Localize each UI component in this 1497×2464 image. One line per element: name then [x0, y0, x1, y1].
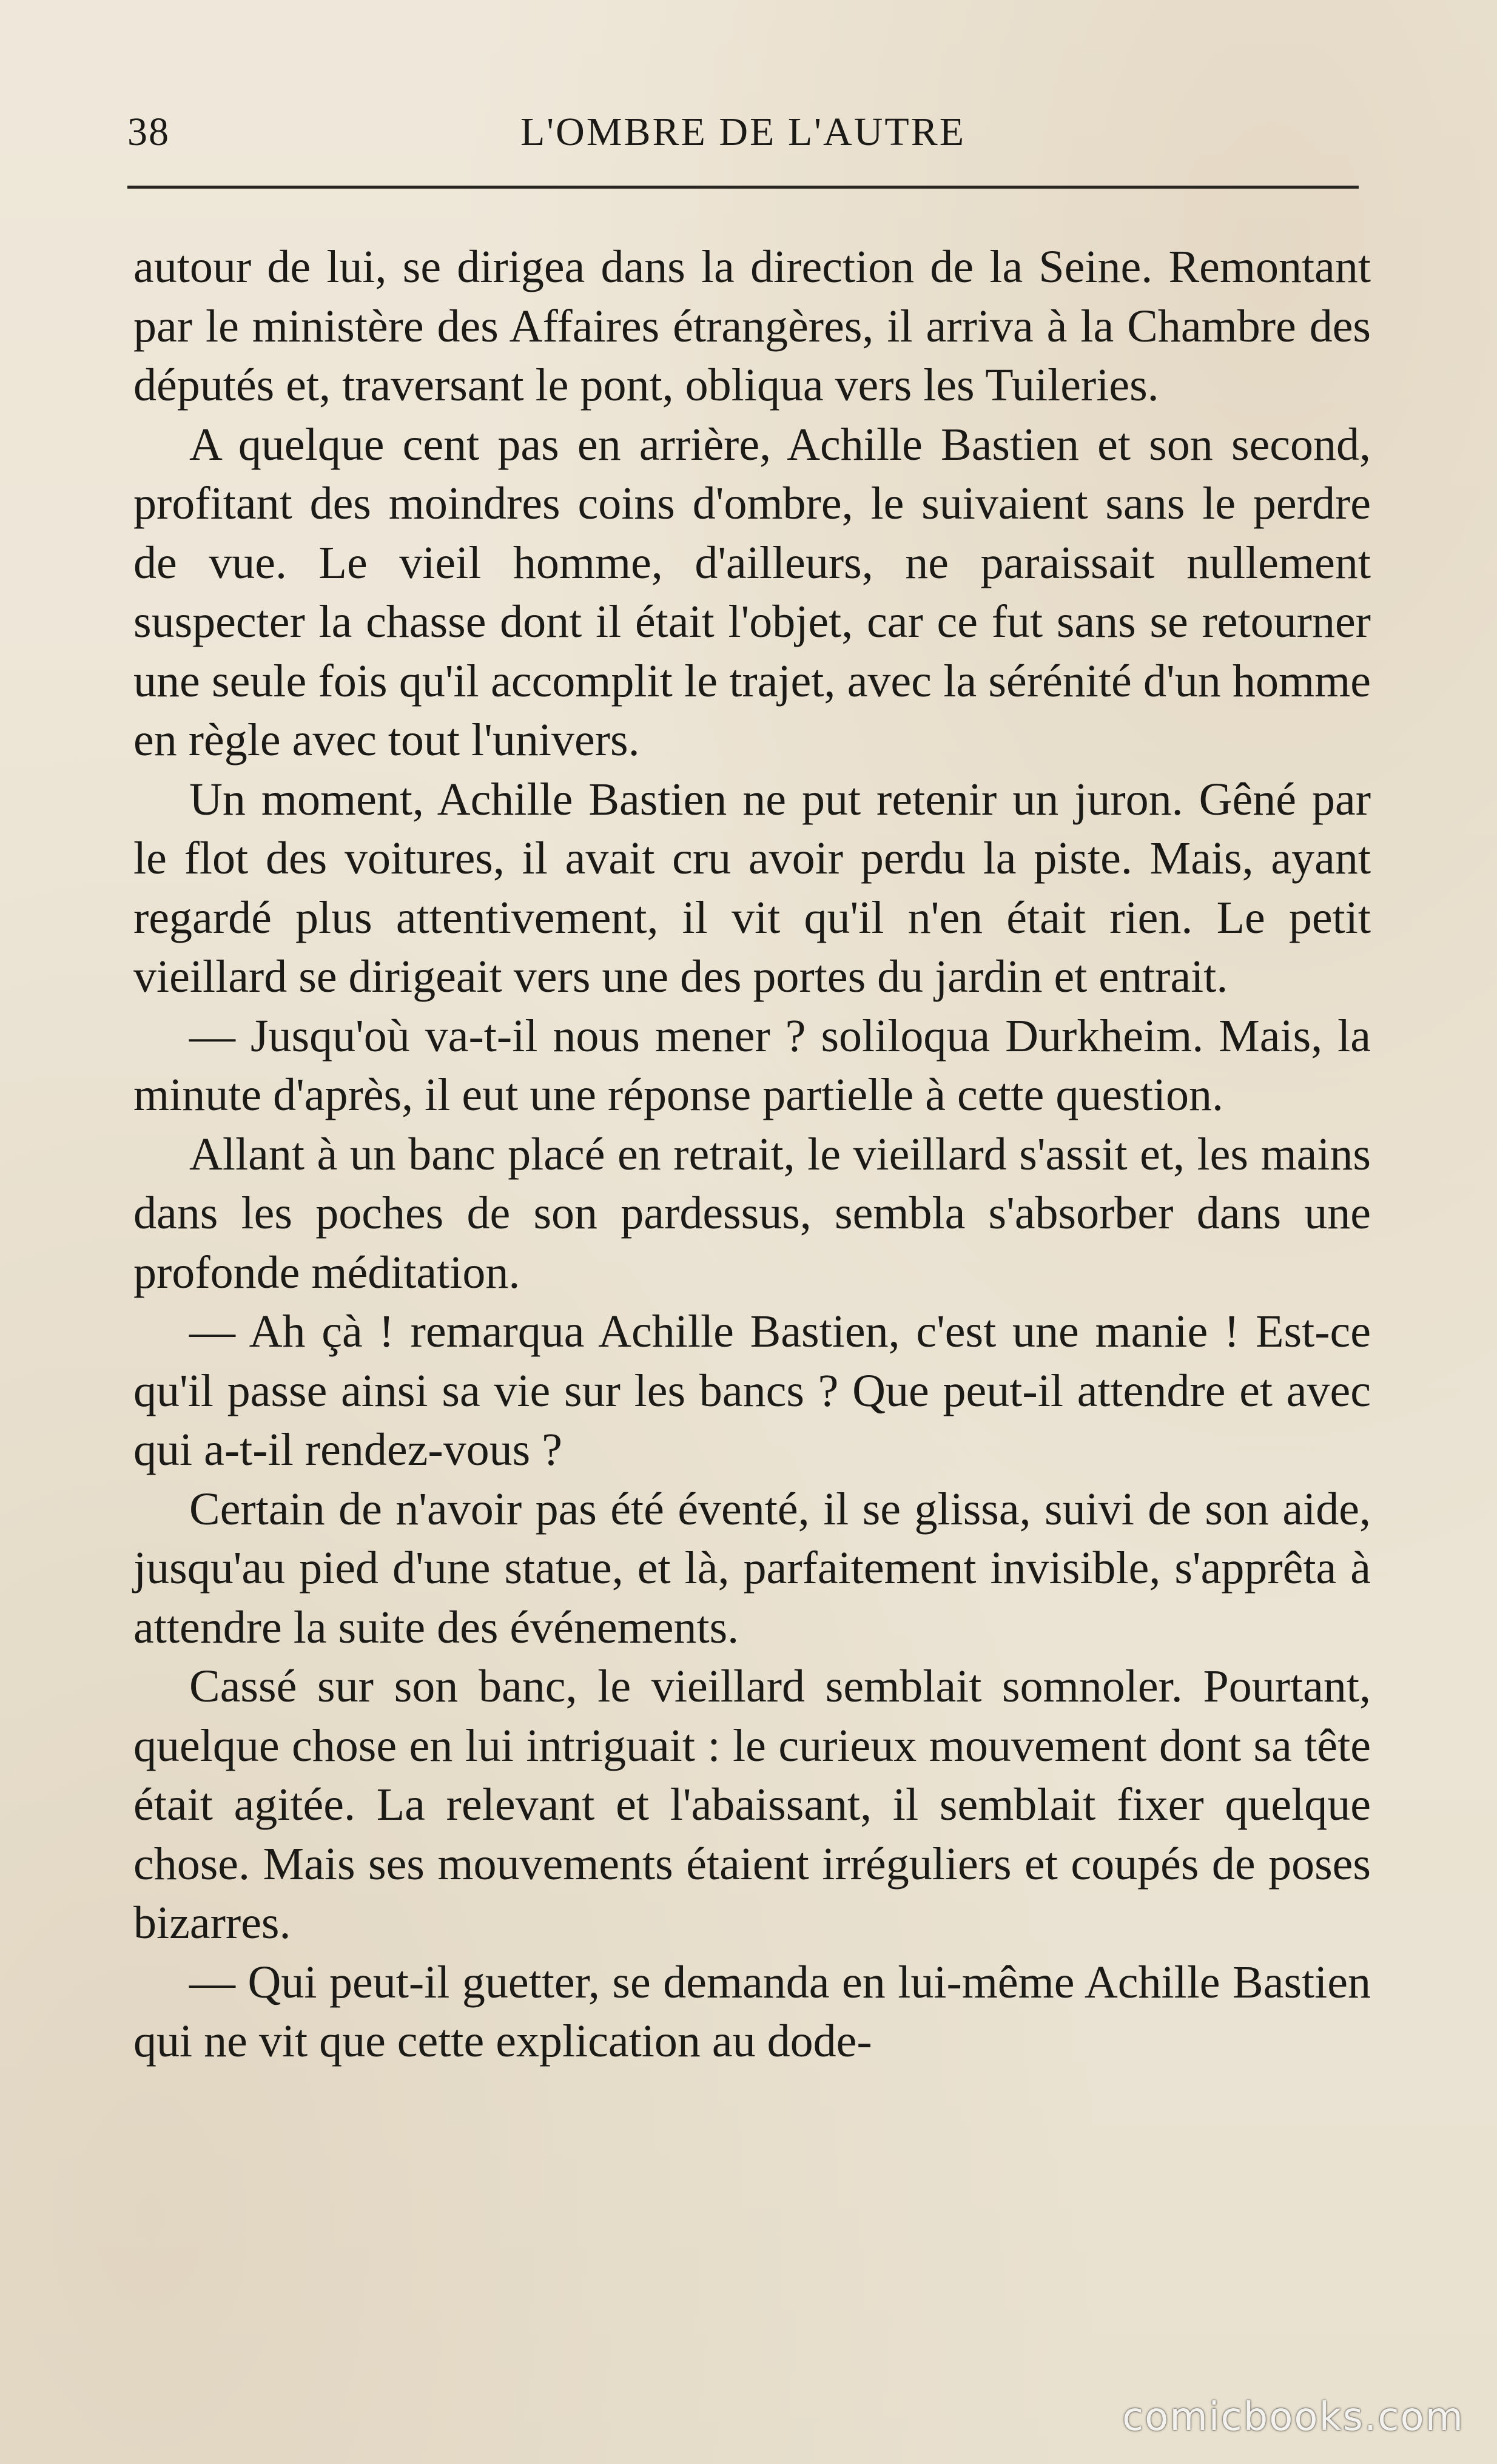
body-text [133, 238, 1371, 2072]
paragraph-9: — Qui peut-il guetter, se demanda en lui-même Achille Bastien qui ne vit que cette explication au dode- [133, 1956, 1371, 2067]
paragraph-1: autour de lui, se dirigea dans la direction de la Seine. Remontant par le ministère des Affaires étrangères, il arriva à la Chambre des députés et, traversant le pont, obliqua vers les Tuileries. [133, 241, 1371, 411]
paragraph-4: — Jusqu'où va-t-il nous mener ? soliloqua Durkheim. Mais, la minute d'après, il eut une réponse partielle à cette question. [133, 1010, 1371, 1120]
page-header [127, 109, 1359, 158]
page-number: 38 [127, 110, 170, 154]
paragraph-5: Allant à un banc placé en retrait, le vieillard s'assit et, les mains dans les poches de son pardessus, sembla s'absorber dans une profonde méditation. [133, 1128, 1371, 1298]
paragraph-3: Un moment, Achille Bastien ne put retenir un juron. Gêné par le flot des voitures, il avait cru avoir perdu la piste. Mais, ayant regardé plus attentivement, il vit qu'il n'en était rien. Le petit vieillard se dirigeait vers une des portes du jardin et entrait. [133, 773, 1371, 1002]
paragraph-7: Certain de n'avoir pas été éventé, il se glissa, suivi de son aide, jusqu'au pied d'une statue, et là, parfaitement invisible, s'apprêta à attendre la suite des événements. [133, 1483, 1371, 1653]
running-title: L'OMBRE DE L'AUTRE [520, 110, 966, 154]
watermark: comicbooks.com [1122, 2395, 1464, 2440]
paragraph-6: — Ah çà ! remarqua Achille Bastien, c'est une manie ! Est-ce qu'il passe ainsi sa vie sur les bancs ? Que peut-il attendre et avec qui a-t-il rendez-vous ? [133, 1306, 1371, 1475]
paragraph-2: A quelque cent pas en arrière, Achille Bastien et son second, profitant des moindres coins d'ombre, le suivaient sans le perdre de vue. Le vieil homme, d'ailleurs, ne paraissait nullement suspecter la chasse dont il était l'objet, car ce fut sans se retourner une seule fois qu'il accomplit le trajet, avec la sérénité d'un homme en règle avec tout l'univers. [133, 419, 1371, 766]
paragraph-8: Cassé sur son banc, le vieillard semblait somnoler. Pourtant, quelque chose en lui intriguait : le curieux mouvement dont sa tête était agitée. La relevant et l'abaissant, il semblait fixer quelque chose. Mais ses mouvements étaient irréguliers et coupés de poses bizarres. [133, 1661, 1371, 1948]
header-rule [127, 186, 1359, 189]
